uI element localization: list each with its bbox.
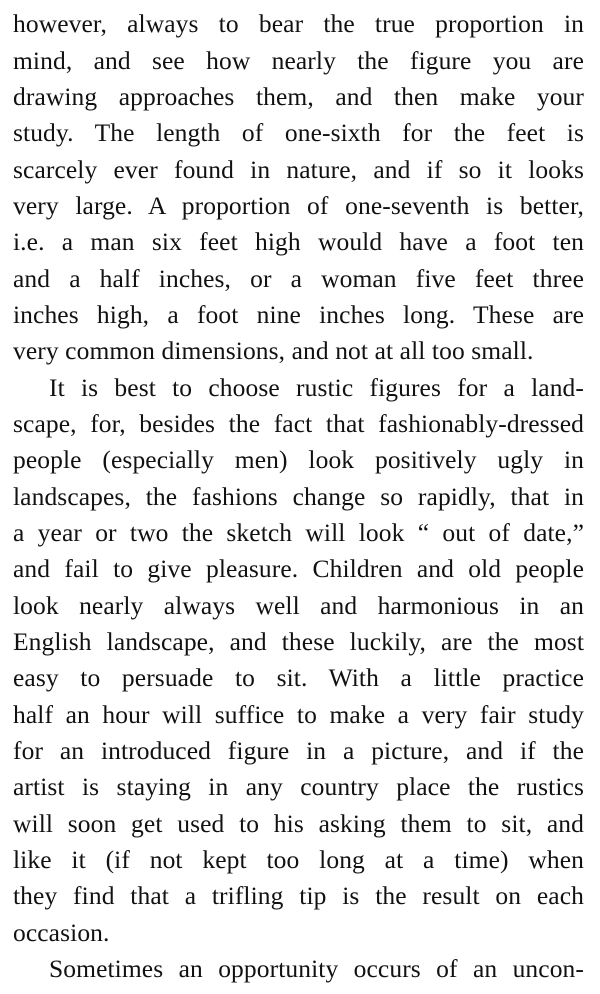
text-line: however, always to bear the true proportion in <box>13 9 584 38</box>
text-line: will soon get used to his asking them to sit, and <box>13 809 584 838</box>
paragraph-start-line: It is best to choose rustic figures for a land- <box>49 373 584 402</box>
text-line: inches high, a foot nine inches long. These are <box>13 300 584 329</box>
text-line: for an introduced figure in a picture, and if the <box>13 736 584 765</box>
text-line: people (especially men) look positively ugly in <box>13 445 584 474</box>
text-line: artist is staying in any country place the rustics <box>13 772 584 801</box>
text-line: and fail to give pleasure. Children and old people <box>13 554 584 583</box>
text-line: half an hour will suffice to make a very fair study <box>13 700 584 729</box>
text-line: very common dimensions, and not at all too small. <box>13 336 534 365</box>
text-line: scape, for, besides the fact that fashionably-dressed <box>13 409 584 438</box>
text-line: they find that a trifling tip is the result on each <box>13 881 584 910</box>
book-page-continued <box>13 0 584 994</box>
text-line: occasion. <box>13 918 110 947</box>
text-line: like it (if not kept too long at a time) when <box>13 845 584 874</box>
paragraph-start-line: Sometimes an opportunity occurs of an uncon- <box>49 954 584 983</box>
text-line: look nearly always well and harmonious in an <box>13 591 584 620</box>
text-line: and a half inches, or a woman five feet three <box>13 264 584 293</box>
text-line: very large. A proportion of one-seventh is better, <box>13 191 584 220</box>
text-line: landscapes, the fashions change so rapidly, that in <box>13 482 584 511</box>
text-line: drawing approaches them, and then make your <box>13 82 584 111</box>
text-line: scarcely ever found in nature, and if so it looks <box>13 155 584 184</box>
text-line: English landscape, and these luckily, are the most <box>13 627 584 656</box>
text-line: study. The length of one-sixth for the feet is <box>13 118 584 147</box>
text-line: easy to persuade to sit. With a little practice <box>13 663 584 692</box>
text-line: mind, and see how nearly the figure you are <box>13 46 584 75</box>
text-line: i.e. a man six feet high would have a foot ten <box>13 227 584 256</box>
text-line: a year or two the sketch will look “ out of date,” <box>13 518 584 547</box>
